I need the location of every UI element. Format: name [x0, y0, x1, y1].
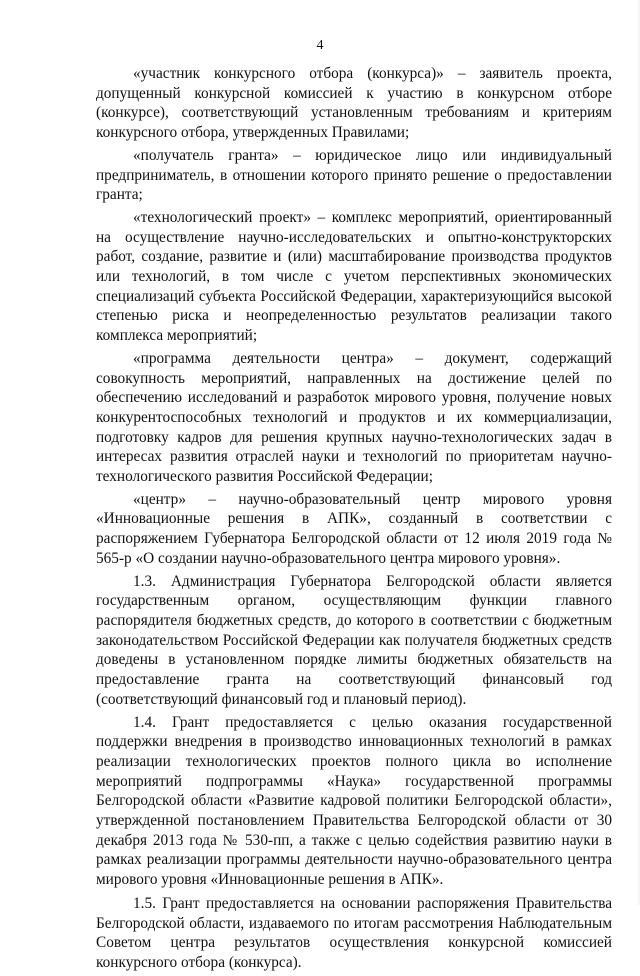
clause-1-5: 1.5. Грант предоставляется на основании распоряжения Правительства Белгородской области, издаваемого по итогам рассмотрения Наблюдательным Советом центра результатов осуществления конкурсной комиссией конкурсного отбора (конкурса).: [96, 894, 612, 971]
document-body: [96, 64, 612, 976]
clause-1-3: 1.3. Администрация Губернатора Белгородской области является государственным органом, осуществляющим функции главного распорядителя бюджетных средств, до которого в соответствии с бюджетным законодательством Российской Федерации как получателя бюджетных средств доведены в установленном порядке лимиты бюджетных обязательств на предоставление гранта на соответствующий финансовый год (соответствующий финансовый год и плановый период).: [96, 572, 612, 708]
page-number: 4: [316, 38, 324, 53]
definition-technological-project: «технологический проект» – комплекс мероприятий, ориентированный на осуществление научно-исследовательских и опытно-конструкторских работ, создание, развитие и (или) масштабирование производства продуктов или технологий, в том числе с учетом перспективных экономических специализаций субъекта Российской Федерации, характеризующийся высокой степенью риска и неопределенностью результатов реализации такого комплекса мероприятий;: [96, 208, 612, 345]
clause-1-4: 1.4. Грант предоставляется с целью оказания государственной поддержки внедрения в производство инновационных технологий в рамках реализации технологических проектов полного цикла во исполнение мероприятий подпрограммы «Наука» государственной программы Белгородской области «Развитие кадровой политики Белгородской области», утвержденной постановлением Правительства Белгородской области от 30 декабря 2013 года № 530-пп, а также с целью содействия развитию науки в рамках реализации программы деятельности научно-образовательного центра мирового уровня «Инновационные решения в АПК».: [96, 713, 612, 889]
definition-grant-recipient: «получатель гранта» – юридическое лицо или индивидуальный предприниматель, в отношении которого принято решение о предоставлении гранта;: [96, 146, 612, 204]
definition-center: «центр» – научно-образовательный центр мирового уровня «Инновационные решения в АПК», созданный в соответствии с распоряжением Губернатора Белгородской области от 12 июля 2019 года № 565-р «О создании научно-образовательного центра мирового уровня».: [96, 490, 612, 567]
definition-contest-participant: «участник конкурсного отбора (конкурса)» – заявитель проекта, допущенный конкурсной комиссией к участию в конкурсном отборе (конкурсе), соответствующий установленным требованиям и критериям конкурсного отбора, утвержденных Правилами;: [96, 65, 612, 142]
definition-center-program: «программа деятельности центра» – документ, содержащий совокупность мероприятий, направленных на достижение целей по обеспечению исследований и разработок мирового уровня, получение новых конкурентоспособных технологий и продуктов и их коммерциализации, подготовку кадров для решения крупных научно-технологических задач в интересах развития отраслей науки и технологий по приоритетам научно-технологического развития Российской Федерации;: [96, 349, 612, 486]
